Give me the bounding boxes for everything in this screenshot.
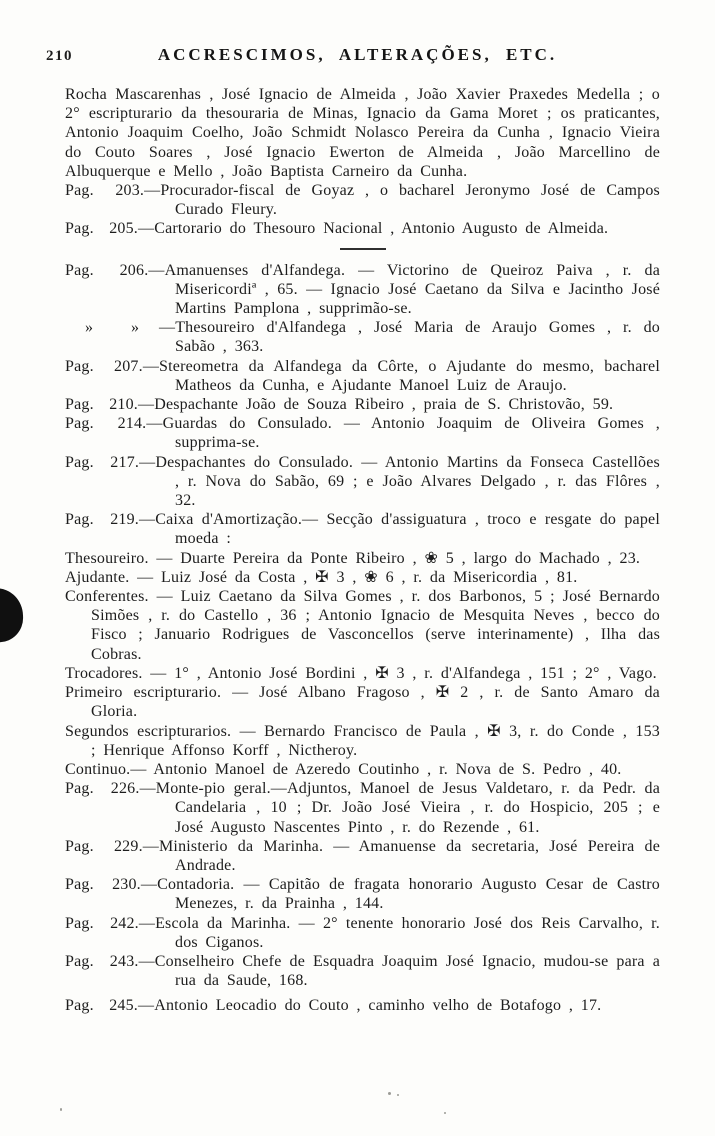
- entry-page-label: Pag. 214.—: [65, 415, 163, 433]
- entry: [65, 219, 660, 238]
- entry: [65, 261, 660, 319]
- entry: [65, 952, 660, 990]
- entry-text: Guardas do Consulado. — Antonio Joaquim de Oliveira Gomes , supprima-se.: [162, 415, 660, 452]
- entry-page-label: Pag. 230.—: [65, 876, 158, 894]
- entry-text: Antonio Leocadio do Couto , caminho velho de Botafogo , 17.: [154, 997, 602, 1015]
- entry-page-label: Pag. 242.—: [65, 914, 156, 932]
- entry-page-label: Pag. 207.—: [65, 357, 160, 375]
- entry-text: Ajudante. — Luiz José da Costa , ✠ 3 , ❀ 6 , r. da Misericordia , 81.: [65, 568, 578, 586]
- entry: [65, 760, 660, 779]
- entry-page-label: Pag. 210.—: [65, 396, 155, 414]
- entry: [65, 85, 660, 181]
- entry-page-label: Pag. 217.—: [65, 453, 156, 471]
- entry-text: Thesoureiro. — Duarte Pereira da Ponte Ribeiro , ❀ 5 , largo do Machado , 23.: [65, 549, 641, 567]
- section-divider: [340, 248, 386, 250]
- entry-text: Caixa d'Amortização.— Secção d'assiguatura , troco e resgate do papel moeda :: [155, 511, 660, 548]
- entry-text: Rocha Mascarenhas , José Ignacio de Almeida , João Xavier Praxedes Medella ; o 2° escripturario da thesouraria de Minas, Ignacio da Gama Moret ; os praticantes, Antonio Joaquim Coelho, João Schmidt Nolasco Pereira da Cunha , Ignacio Vieira do Couto Soares , José Ignacio Ewerton de Almeida , João Marcellino de Albuquerque e Mello , João Baptista Carneiro da Cunha.: [65, 86, 660, 180]
- page-number: 210: [46, 48, 73, 64]
- entry-text: Trocadores. — 1° , Antonio José Bordini , ✠ 3 , r. d'Alfandega , 151 ; 2° , Vago.: [65, 664, 657, 682]
- entry-page-label: Pag. 245.—: [65, 997, 155, 1015]
- entry: [65, 318, 660, 356]
- entry: [65, 779, 660, 837]
- page-header: [0, 0, 715, 73]
- entry-text: Stereometra da Alfandega da Côrte, o Ajudante do mesmo, bacharel Matheos da Cunha, e Ajudante Manoel Luiz de Araujo.: [159, 357, 660, 394]
- entry-text: —Thesoureiro d'Alfandega , José Maria de Araujo Gomes , r. do Sabão , 363.: [159, 319, 660, 356]
- entry: [65, 414, 660, 452]
- entry: [65, 549, 660, 568]
- entry-text: Primeiro escripturario. — José Albano Fragoso , ✠ 2 , r. de Santo Amaro da Gloria.: [65, 684, 660, 721]
- entry-page-label: Pag. 205.—: [65, 220, 155, 238]
- scan-speck: [60, 1108, 62, 1111]
- entry-page-label: Pag. 219.—: [65, 511, 156, 529]
- entry: [65, 453, 660, 511]
- entry-text: Contadoria. — Capitão de fragata honorario Augusto Cesar de Castro Menezes, r. da Prainha , 144.: [157, 876, 661, 913]
- entry: [65, 875, 660, 913]
- entry-list: [0, 73, 715, 1016]
- scan-speck: [397, 1094, 399, 1096]
- entry-page-label: Pag. 206.—: [65, 261, 165, 279]
- entry: [65, 357, 660, 395]
- entry-text: Ministerio da Marinha. — Amanuense da secretaria, José Pereira de Andrade.: [159, 837, 661, 874]
- entry-text: Segundos escripturarios. — Bernardo Francisco de Paula , ✠ 3, r. do Conde , 153 ; Henrique Affonso Korff , Nictheroy.: [65, 722, 660, 759]
- entry-page-label: Pag. 243.—: [65, 952, 155, 970]
- entry: [65, 722, 660, 760]
- entry-text: Conselheiro Chefe de Esquadra Joaquim José Ignacio, mudou-se para a rua da Saude, 168.: [154, 952, 660, 990]
- entry: [65, 664, 660, 683]
- scan-speck: [388, 1092, 391, 1095]
- ditto-marks: » »: [85, 319, 139, 337]
- entry: [65, 683, 660, 721]
- entry-page-label: Pag. 226.—: [65, 780, 156, 798]
- entry: [65, 568, 660, 587]
- entry: [65, 510, 660, 548]
- entry-text: Amanuenses d'Alfandega. — Victorino de Queiroz Paiva , r. da Misericordiª , 65. — Ignacio José Caetano da Silva e Jacintho José Martins Pamplona , supprimão-se.: [164, 261, 660, 318]
- entry-page-label: Pag. 203.—: [65, 182, 161, 200]
- entry: [65, 181, 660, 219]
- entry: [65, 914, 660, 952]
- entry-text: Despachante João de Souza Ribeiro , praia de S. Christovão, 59.: [154, 396, 614, 414]
- entry: [65, 837, 660, 875]
- entry: [65, 587, 660, 664]
- entry-text: Cartorario do Thesouro Nacional , Antonio Augusto de Almeida.: [154, 220, 609, 238]
- entry-text: Procurador-fiscal de Goyaz , o bacharel Jeronymo José de Campos Curado Fleury.: [160, 182, 660, 219]
- entry: [65, 996, 660, 1015]
- entry-page-label: Pag. 229.—: [65, 837, 159, 855]
- entry: [65, 395, 660, 414]
- entry-text: Conferentes. — Luiz Caetano da Silva Gomes , r. dos Barbonos, 5 ; José Bernardo Simões , r. do Castello , 36 ; Antonio Ignacio de Mesquita Neves , becco do Fisco ; Januario Rodrigues de Vasconcellos (serve interinamente) , Ilha das Cobras.: [65, 588, 660, 663]
- entry-text: Continuo.— Antonio Manoel de Azeredo Coutinho , r. Nova de S. Pedro , 40.: [65, 760, 622, 778]
- page-title: ACCRESCIMOS, ALTERAÇÕES, ETC.: [157, 45, 558, 64]
- entry-text: Despachantes do Consulado. — Antonio Martins da Fonseca Castellões , r. Nova do Sabão, 69 ; e João Alvares Delgado , r. das Flôres , 32.: [155, 453, 660, 510]
- entry-text: Monte-pio geral.—Adjuntos, Manoel de Jesus Valdetaro, r. da Pedr. da Candelaria , 10 ; Dr. João José Vieira , r. do Hospicio, 205 ; e José Augusto Nascentes Pinto , r. do Rezende , 61.: [155, 780, 661, 836]
- entry-text: Escola da Marinha. — 2° tenente honorario José dos Reis Carvalho, r. dos Ciganos.: [155, 914, 661, 951]
- scan-speck: [444, 1112, 446, 1114]
